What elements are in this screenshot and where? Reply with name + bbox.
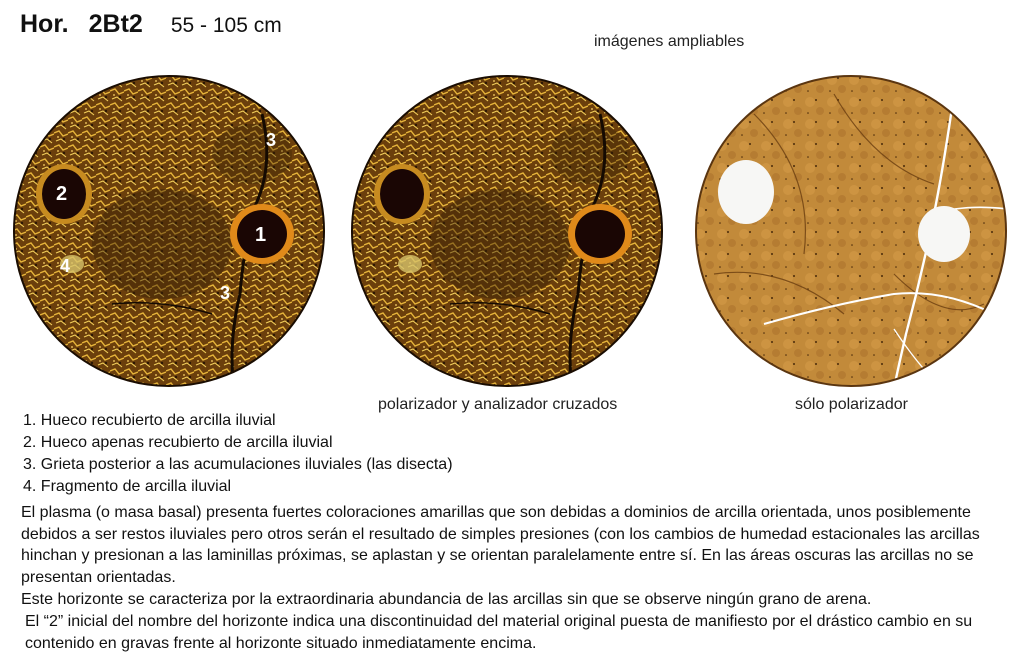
- marker-3-bottom: 3: [220, 283, 231, 303]
- horizon-name: 2Bt2: [88, 10, 143, 38]
- caption-polarizer-only: sólo polarizador: [795, 396, 908, 413]
- description-plasma: El plasma (o masa basal) presenta fuertes coloraciones amarillas que son debidas a dominios de arcilla orientada, unos posiblemente debidos a ser restos iluviales pero otros serán el resultado de simples presiones (con los cambios de humedad estacionales las arcillas hinchan y presionan a las laminillas próximas, se aplastan y se orientan paralelamente entre sí. En las áreas oscuras las arcillas no se presentan orientadas.: [21, 504, 980, 586]
- micrograph-xpl-image: [350, 74, 664, 388]
- legend-item: 2. Hueco apenas recubierto de arcilla iluvial: [23, 434, 333, 451]
- description-discontinuity: El “2” inicial del nombre del horizonte indica una discontinuidad del material original puesta de manifiesto por el drástico cambio en su contenido en gravas frente al horizonte situado inmediatamente encima.: [25, 613, 973, 652]
- legend-list: [23, 410, 453, 498]
- horizon-prefix: Hor.: [20, 10, 69, 38]
- micrograph-xpl[interactable]: [350, 74, 664, 388]
- micrograph-ppl-image: [694, 74, 1008, 388]
- legend-item: 1. Hueco recubierto de arcilla iluvial: [23, 412, 276, 429]
- marker-3-top: 3: [266, 130, 277, 150]
- legend-item: 4. Fragmento de arcilla iluvial: [23, 478, 232, 495]
- micrograph-xpl-labeled-image: [12, 74, 326, 388]
- horizon-depth: 55 - 105 cm: [170, 14, 282, 37]
- description-clay-abundance: Este horizonte se caracteriza por la extraordinaria abundancia de las arcillas sin que se observe ningún grano de arena.: [21, 591, 872, 608]
- enlargeable-images-note: imágenes ampliables: [594, 33, 745, 50]
- page-header: [20, 10, 282, 39]
- micrograph-xpl-labeled[interactable]: [12, 74, 326, 388]
- marker-4: 4: [60, 256, 71, 276]
- marker-2: 2: [56, 183, 68, 205]
- micrograph-ppl[interactable]: [694, 74, 1008, 388]
- marker-1: 1: [255, 224, 267, 246]
- caption-crossed-polarizers: polarizador y analizador cruzados: [378, 396, 618, 413]
- legend-item: 3. Grieta posterior a las acumulaciones iluviales (las disecta): [23, 456, 453, 473]
